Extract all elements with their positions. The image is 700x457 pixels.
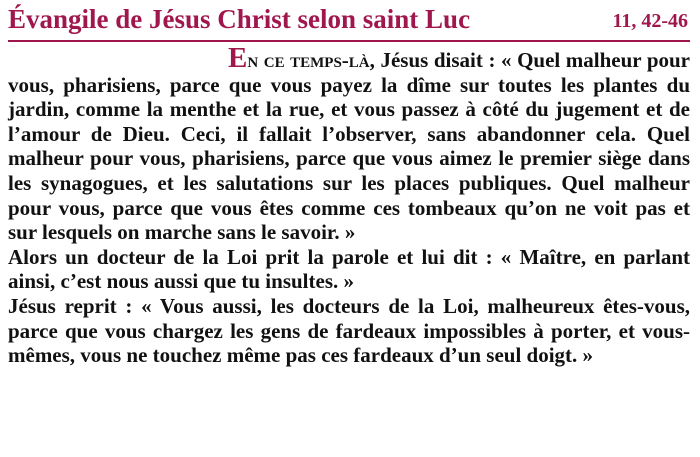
initial-letter: E [228,42,248,74]
gospel-text [8,42,690,368]
paragraph-3: Jésus reprit : « Vous aussi, les docteurs de la Loi, malheureux êtes-vous, parce que vous chargez les gens de fardeaux impossibles à porter, et vous-mêmes, vous ne touchez même pas ces fardeaux d’un seul doigt. » [8,293,690,368]
verse-reference: 11, 42-46 [612,10,688,32]
paragraph-1-text: , Jésus disait : « Quel malheur pour vous, pharisiens, parce que vous payez la dîme sur toutes les plantes du jardin, comme la menthe et la rue, et vous passez à côté du jugement et de l’amour de Dieu. Ceci, il fallait l’observer, sans abandonner cela. Quel malheur pour vous, pharisiens, parce que vous aimez le premier siège dans les synagogues, et les salutations sur les places publiques. Quel malheur pour vous, parce que vous êtes comme ces tombeaux qu’on ne voit pas et sur lesquels on marche sans le savoir. » [8,48,690,245]
paragraph-1 [8,42,690,245]
paragraph-2: Alors un docteur de la Loi prit la parole et lui dit : « Maître, en parlant ainsi, c’est nous aussi que tu insultes. » [8,244,690,294]
document-header [8,0,690,42]
gospel-title: Évangile de Jésus Christ selon saint Luc [8,4,471,34]
opening-small-caps: n ce temps-là [247,48,370,72]
